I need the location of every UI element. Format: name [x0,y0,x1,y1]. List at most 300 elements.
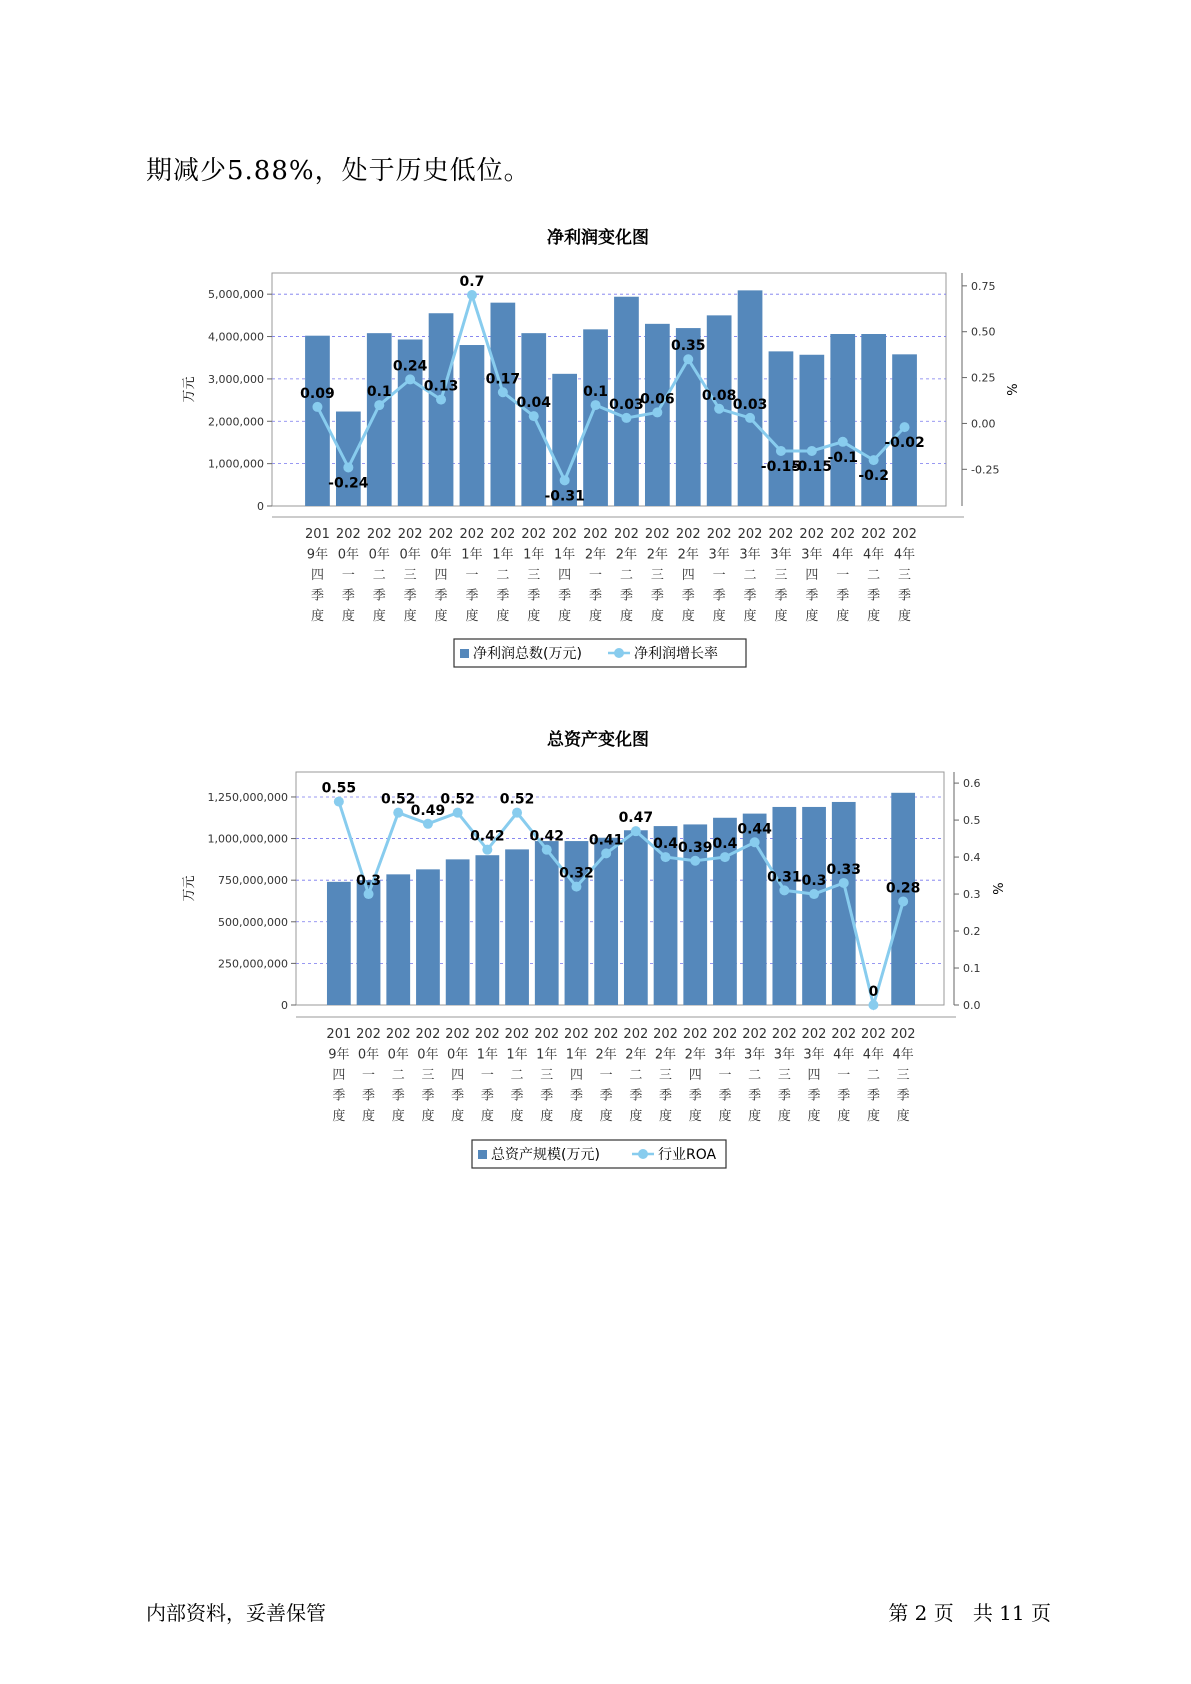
x-tick-label: 度 [310,609,324,624]
x-tick-label: 202 [623,1027,649,1042]
x-tick-label: 1年 [536,1047,558,1063]
x-tick-label: 季 [743,588,757,604]
y2-axis-label: % [992,882,1007,895]
x-tick-label: 季 [589,588,603,604]
x-tick-label: 202 [490,527,516,542]
data-label: 0.4 [653,836,678,853]
line-point [683,354,693,364]
y2-tick-label: 0.2 [963,925,981,939]
y2-axis-label: % [1006,383,1021,396]
x-tick-label: 度 [540,1109,554,1124]
x-tick-label: 季 [712,588,726,604]
x-tick-label: 9年 [328,1047,350,1063]
x-tick-label: 度 [569,1109,583,1124]
x-tick-label: 202 [737,527,763,542]
x-tick-label: 度 [391,1109,405,1124]
line-point [621,413,631,423]
x-tick-label: 3年 [739,547,761,563]
x-tick-label: 季 [332,1088,346,1104]
data-label: 0.06 [640,391,675,408]
x-tick-label: 度 [589,609,603,624]
x-tick-label: 季 [310,588,324,604]
x-tick-label: 度 [650,609,664,624]
legend [472,1140,726,1168]
x-tick-label: 4年 [863,547,885,563]
x-tick-label: 3年 [744,1047,766,1063]
data-label: -0.1 [827,449,859,466]
y2-tick-label: 0.0 [963,999,981,1012]
x-tick-label: 3年 [708,547,730,563]
legend-line-label: 净利润增长率 [634,646,718,662]
x-tick-label: 202 [397,527,423,542]
x-tick-label: 三 [527,568,541,583]
bar [830,334,855,506]
x-tick-label: 二 [629,1068,643,1083]
x-tick-label: 四 [807,1068,821,1083]
line-point [312,402,322,412]
x-tick-label: 度 [743,609,757,624]
x-tick-label: 度 [372,609,386,624]
footer-page-number: 第 2 页 共 11 页 [888,1601,1051,1625]
x-tick-label: 4年 [893,547,916,563]
line-point [512,808,522,818]
bar [769,351,794,506]
line-point [631,826,641,836]
x-tick-label: 度 [896,1109,910,1124]
x-tick-label: 0年 [399,547,421,563]
y-axis-label: 万元 [182,875,197,902]
line-point [591,400,601,410]
x-tick-label: 0年 [430,547,452,563]
net-profit-chart [0,220,1191,684]
bar [416,869,440,1005]
x-tick-label: 202 [593,1027,619,1042]
x-tick-label: 度 [777,1109,791,1124]
line-point [405,374,415,384]
x-tick-label: 202 [892,527,917,542]
y2-tick-label: 0.5 [963,814,981,828]
legend-bar-swatch [478,1150,487,1159]
x-tick-label: 三 [777,1068,791,1083]
line-point [529,411,539,421]
x-tick-label: 2年 [654,1047,677,1063]
x-tick-label: 202 [459,527,485,542]
y-tick-label: 2,000,000 [208,415,264,429]
y2-tick-label: -0.25 [971,463,1000,477]
x-tick-label: 1年 [554,547,576,563]
x-tick-label: 202 [861,1027,886,1042]
data-label: 0.33 [826,861,862,878]
x-tick-label: 4年 [892,1047,914,1063]
bar [490,303,515,506]
x-tick-label: 度 [629,1109,643,1124]
x-tick-label: 度 [434,609,448,624]
data-label: -0.15 [791,458,833,475]
x-tick-label: 季 [558,588,572,604]
x-tick-label: 三 [774,568,788,583]
data-label: 0.04 [516,395,552,412]
data-label: 0.3 [356,873,381,890]
x-tick-label: 202 [799,527,825,542]
x-tick-label: 202 [504,1027,530,1042]
x-tick-label: 202 [385,1027,411,1042]
x-tick-label: 202 [583,527,608,542]
intro-paragraph: 期减少5.88%，处于历史低位。 [146,156,531,186]
data-label: 0.31 [767,869,802,886]
bar [799,355,824,506]
x-tick-label: 季 [496,588,510,604]
x-tick-label: 202 [830,527,856,542]
y-tick-label: 0 [257,500,264,513]
data-label: 0 [868,984,879,1000]
data-label: -0.2 [858,468,889,485]
line-point [601,848,611,858]
bar [505,849,529,1005]
y2-tick-label: 0.4 [963,851,981,865]
data-label: 0.28 [885,880,921,897]
x-tick-label: 季 [748,1088,762,1104]
y-axis-label: 万元 [182,376,197,403]
x-tick-label: 3年 [773,1047,795,1063]
x-tick-label: 202 [861,527,887,542]
line-point [714,404,724,414]
data-label: 0.13 [423,378,459,395]
x-tick-label: 季 [540,1088,554,1104]
x-tick-label: 季 [867,588,881,604]
y2-tick-label: 0.25 [971,371,996,385]
x-tick-label: 度 [451,1109,465,1124]
x-tick-label: 二 [748,1068,762,1083]
x-tick-label: 2年 [615,547,638,563]
x-tick-label: 季 [681,588,695,604]
x-tick-label: 202 [742,1027,768,1042]
x-tick-label: 四 [805,568,819,583]
x-tick-label: 季 [807,1088,821,1104]
x-tick-label: 三 [403,568,417,583]
x-tick-label: 度 [837,1109,851,1124]
line-point [750,837,760,847]
x-tick-label: 4年 [833,1047,855,1063]
bar [336,412,361,506]
x-tick-label: 度 [510,1109,524,1124]
y-tick-label: 750,000,000 [218,874,288,888]
x-tick-label: 202 [474,1027,500,1042]
x-tick-label: 三 [659,1068,673,1083]
bar [552,374,577,506]
y-tick-label: 1,000,000,000 [207,832,288,846]
x-tick-label: 202 [653,1027,678,1042]
x-tick-label: 季 [421,1088,435,1104]
x-tick-label: 1年 [461,547,483,563]
x-tick-label: 一 [712,568,726,583]
x-tick-label: 202 [890,1027,916,1042]
line-point [467,290,477,300]
x-tick-label: 季 [372,588,386,604]
x-tick-label: 季 [866,1088,880,1104]
x-tick-label: 2年 [684,1047,706,1063]
bar [535,841,559,1005]
x-tick-label: 度 [748,1109,762,1124]
y-tick-label: 500,000,000 [218,915,288,929]
x-tick-label: 2年 [677,547,699,563]
x-tick-label: 202 [445,1027,471,1042]
x-tick-label: 202 [675,527,701,542]
data-label: 0.52 [440,791,475,808]
data-label: -0.24 [328,475,369,492]
x-tick-label: 4年 [862,1047,885,1063]
x-tick-label: 一 [837,1068,851,1083]
x-tick-label: 季 [341,588,355,604]
x-tick-label: 0年 [417,1047,439,1063]
legend-bar-swatch [460,649,469,658]
x-tick-label: 202 [771,1027,797,1042]
x-tick-label: 三 [421,1068,435,1083]
data-label: 0.24 [392,358,428,375]
x-tick-label: 2年 [625,1047,647,1063]
x-tick-label: 四 [688,1068,702,1083]
bar [624,830,648,1005]
data-label: 0.42 [470,828,505,845]
x-tick-label: 季 [774,588,788,604]
chart-title: 净利润变化图 [547,228,649,248]
data-label: 0.41 [588,832,624,849]
x-tick-label: 202 [564,1027,589,1042]
line-point [898,896,908,906]
x-tick-label: 3年 [801,547,823,563]
y2-tick-label: 0.6 [963,777,981,791]
line-point [779,885,789,895]
x-tick-label: 四 [434,568,448,583]
legend-line-label: 行业ROA [658,1147,717,1163]
x-tick-label: 度 [866,1109,880,1124]
x-tick-label: 3年 [803,1047,825,1063]
x-tick-label: 四 [681,568,695,583]
x-tick-label: 季 [619,588,633,604]
x-tick-label: 202 [335,527,361,542]
x-tick-label: 9年 [306,547,329,563]
line-point [374,400,384,410]
data-label: 0.39 [677,839,713,856]
line-point [334,797,344,807]
line-point [869,455,879,465]
data-label: 0.35 [670,338,706,355]
bar [386,874,410,1005]
x-tick-label: 1年 [476,1047,498,1063]
x-tick-label: 1年 [506,1047,528,1063]
legend [454,639,746,667]
x-tick-label: 度 [480,1109,494,1124]
x-tick-label: 202 [712,1027,738,1042]
chart-title: 总资产变化图 [547,730,649,750]
bar [327,882,351,1005]
x-tick-label: 度 [774,609,788,624]
x-tick-label: 一 [480,1068,494,1083]
x-tick-label: 1年 [492,547,514,563]
x-tick-label: 季 [569,1088,583,1104]
x-tick-label: 202 [428,527,454,542]
bar [583,329,608,506]
x-tick-label: 度 [867,609,881,624]
bar [475,855,499,1005]
line-point [809,889,819,899]
bar [772,807,796,1005]
line-point [720,852,730,862]
x-tick-label: 一 [589,568,603,583]
x-tick-label: 一 [836,568,850,583]
y-tick-label: 250,000,000 [218,957,288,971]
x-tick-label: 二 [372,568,386,583]
x-tick-label: 季 [599,1088,613,1104]
x-tick-label: 三 [540,1068,554,1083]
x-tick-label: 度 [619,609,633,624]
data-label: 0.03 [609,396,644,413]
x-tick-label: 度 [341,609,355,624]
data-label: 0.52 [499,791,535,808]
data-label: 0.17 [485,371,521,388]
x-tick-label: 度 [681,609,695,624]
x-tick-label: 一 [465,568,479,583]
net-profit-chart-svg [0,220,1191,680]
x-tick-label: 季 [836,588,850,604]
x-tick-label: 二 [391,1068,405,1083]
bar [832,802,856,1005]
x-tick-label: 0年 [387,1047,409,1063]
line-point [364,889,374,899]
x-tick-label: 二 [496,568,510,583]
x-tick-label: 季 [391,1088,405,1104]
total-assets-chart-svg [0,720,1191,1190]
line-point [393,808,403,818]
x-tick-label: 季 [777,1088,791,1104]
x-tick-label: 季 [527,588,541,604]
x-tick-label: 度 [599,1109,613,1124]
data-label: 0.47 [618,810,654,827]
x-tick-label: 度 [836,609,850,624]
x-tick-label: 度 [332,1109,346,1124]
y2-tick-label: 0.50 [971,325,996,339]
legend-bar-label: 净利润总数(万元) [473,646,582,662]
x-tick-label: 0年 [337,547,359,563]
x-tick-label: 202 [415,1027,441,1042]
data-label: 0.7 [459,274,485,291]
data-label: 0.03 [732,396,768,413]
x-tick-label: 季 [480,1088,494,1104]
line-point [423,819,433,829]
x-tick-label: 202 [521,527,547,542]
x-tick-label: 二 [510,1068,524,1083]
x-tick-label: 0年 [447,1047,469,1063]
x-tick-label: 季 [650,588,664,604]
data-label: 0.55 [321,780,357,797]
x-tick-label: 202 [801,1027,827,1042]
line-point [571,882,581,892]
x-tick-label: 季 [805,588,819,604]
legend-line-marker [614,648,624,658]
x-tick-label: 度 [465,609,479,624]
x-tick-label: 季 [837,1088,851,1104]
line-point [560,475,570,485]
data-label: 0.08 [701,387,737,404]
y2-tick-label: 0.3 [963,888,981,902]
data-label: 0.49 [410,802,446,819]
line-point [652,407,662,417]
x-tick-label: 202 [768,527,794,542]
x-tick-label: 季 [629,1088,643,1104]
data-label: 0.42 [529,828,565,845]
x-tick-label: 一 [341,568,355,583]
data-label: 0.32 [559,865,594,882]
x-tick-label: 度 [807,1109,821,1124]
line-point [776,446,786,456]
line-point [343,462,353,472]
x-tick-label: 四 [569,1068,583,1083]
x-tick-label: 二 [866,1068,880,1083]
x-tick-label: 度 [805,609,819,624]
x-tick-label: 2年 [646,547,668,563]
x-tick-label: 二 [867,568,881,583]
bar [429,313,454,506]
y-tick-label: 1,000,000 [208,457,264,471]
x-tick-label: 202 [614,527,639,542]
y-tick-label: 5,000,000 [208,288,264,302]
x-tick-label: 202 [682,1027,708,1042]
x-tick-label: 度 [712,609,726,624]
line-point [661,852,671,862]
x-tick-label: 三 [898,568,912,583]
y-tick-label: 4,000,000 [208,330,264,344]
footer-confidential: 内部资料，妥善保管 [146,1601,326,1625]
y-tick-label: 3,000,000 [208,372,264,386]
data-label: 0.3 [801,873,827,890]
x-tick-label: 三 [896,1068,910,1083]
line-point [690,856,700,866]
y2-tick-label: 0.1 [963,962,981,976]
x-tick-label: 1年 [523,547,545,563]
data-label: 0.4 [712,836,738,853]
total-assets-chart [0,720,1191,1194]
x-tick-label: 2年 [584,547,607,563]
x-tick-label: 度 [718,1109,732,1124]
x-tick-label: 度 [403,609,417,624]
x-tick-label: 201 [326,1027,352,1042]
line-point [839,878,849,888]
y-tick-label: 1,250,000,000 [207,790,288,804]
x-tick-label: 202 [356,1027,381,1042]
data-label: 0.09 [300,385,335,402]
x-tick-label: 度 [421,1109,435,1124]
bar [802,807,826,1005]
x-tick-label: 度 [688,1109,702,1124]
x-tick-label: 季 [896,1088,910,1104]
x-tick-label: 度 [898,609,912,624]
legend-bar-label: 总资产规模(万元) [491,1147,600,1163]
x-tick-label: 季 [434,588,448,604]
x-tick-label: 度 [362,1109,376,1124]
x-tick-label: 202 [644,527,670,542]
x-tick-label: 四 [558,568,572,583]
line-point [745,413,755,423]
x-tick-label: 四 [332,1068,346,1083]
x-tick-label: 202 [831,1027,857,1042]
line-point [498,387,508,397]
x-tick-label: 季 [659,1088,673,1104]
y2-tick-label: 0.75 [971,279,996,293]
line-point [868,1000,878,1010]
x-tick-label: 季 [362,1088,376,1104]
x-tick-label: 三 [650,568,664,583]
line-point [436,395,446,405]
x-tick-label: 度 [558,609,572,624]
